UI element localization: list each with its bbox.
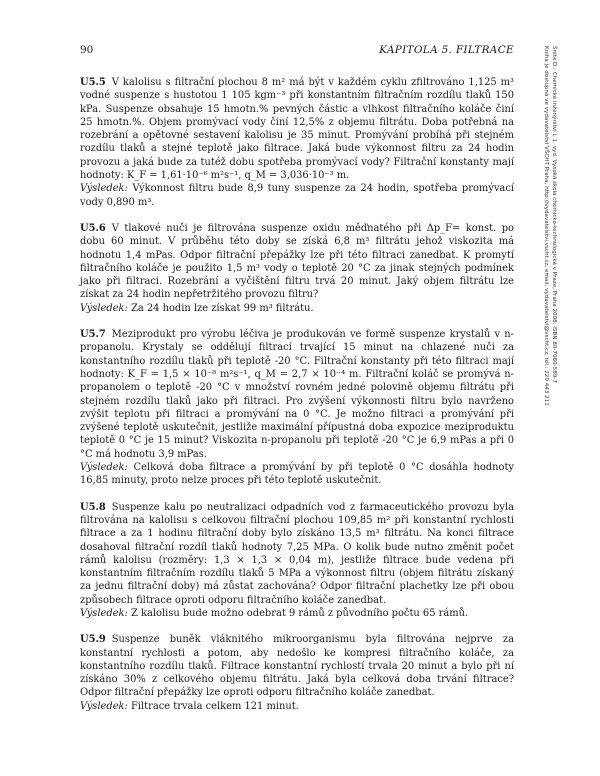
sidebar-citation xyxy=(528,46,558,486)
problem-id: U5.5 xyxy=(80,77,106,88)
problem-u5-6 xyxy=(80,222,514,315)
result-text: Za 24 hodin lze získat 99 m³ filtrátu. xyxy=(131,302,314,314)
result-text: Celková doba filtrace a promývání by při teplotě 0 °C dosáhla hodnoty 16,85 minuty, proto nelze proces při této teplotě uskutečnit. xyxy=(80,462,514,487)
problem-id: U5.9 xyxy=(80,634,106,646)
problem-u5-5 xyxy=(80,76,514,209)
problem-id: U5.8 xyxy=(80,501,106,513)
problem-u5-9 xyxy=(80,633,514,713)
result-text: Z kalolisu bude možno odebrat 9 rámů z původního počtu 65 rámů. xyxy=(131,607,469,619)
problem-text: Suspenze kalu po neutralizaci odpadních vod z farmaceutického provozu byla filtrována na kalolisu s celkovou filtrační plochou 109,85 m² při konstantní rychlosti filtrace a za 1 hodinu filtrační doby bylo získáno 13,5 m³ filtrátu. Na konci filtrace dosahoval filtrační rozdíl tlaků hodnoty 7,25 MPa. O kolik bude nutno změnit počet rámů kalolisu (rozměry: 1,3 × 1,3 × 0,04 m), jestliže filtrace bude vedena při konstantním filtračním rozdílu tlaků 5 MPa a výkonnost filtru (objem filtrátu získaný za jednu filtrační doby) má zůstat zachována? Odpor filtrační plachetky lze při obou způsobech filtrace oproti odporu filtračního koláče zanedbat. xyxy=(80,501,514,606)
result-label: Výsledek: xyxy=(80,462,128,474)
result-text: Filtrace trvala celkem 121 minut. xyxy=(131,700,299,712)
sidebar-line-2: Kniha je dostupná ve vydavatelství VŠCHT Praha, http://vydavatelstvi.vscht.cz, email: vydavatelstvi@vscht.cz, tel.: 220 443 211 xyxy=(543,46,549,406)
problem-u5-8 xyxy=(80,501,514,621)
problems-body xyxy=(80,76,514,713)
result-label: Výsledek: xyxy=(80,700,128,712)
problem-u5-7 xyxy=(80,328,514,488)
problem-id: U5.7 xyxy=(80,329,106,341)
problem-text: Suspenze buněk vláknitého mikroorganismu byla filtrována nejprve za konstantní rychlosti a potom, aby nedošlo ke kompresi filtračního koláče, za konstantního rozdílu tlaků. Filtrace konstantní rychlostí trvala 20 minut a bylo při ní získáno 30% z celkového objemu filtrátu. Jaká byla celková doba trvání filtrace? Odpor filtrační přepážky lze oproti odporu filtračního koláče zanedbat. xyxy=(80,634,514,699)
problem-id: U5.6 xyxy=(80,222,106,234)
result-label: Výsledek: xyxy=(80,183,128,195)
chapter-title: KAPITOLA 5. FILTRACE xyxy=(379,44,514,56)
result-label: Výsledek: xyxy=(80,607,128,619)
problem-text: Meziprodukt pro výrobu léčiva je produkován ve formě suspenze krystalů v n-propanolu. Krystaly se oddělují filtrací trvající 15 minut na chlazené nuči za konstantního rozdílu tlaků při teplotě -20 °C. Filtrační konstanty při této filtraci mají hodnoty: K_F = 1,5 × 10⁻⁸ m²s⁻¹, q_M = 2,7 × 10⁻⁴ m. Filtrační koláč se promývá n-propanolem o teplotě -20 °C v množství rovném jedné polovině objemu filtrátu při stejném rozdílu tlaků jako při filtraci. Pro zvýšení výkonnosti filtru bylo navrženo zvýšit teplotu při filtraci a promývání na 0 °C. Je možno filtraci a promývání při zvýšené teplotě uskutečnit, jestliže maximální přípustná doba expozice meziproduktu teplotě 0 °C je 15 minut? Viskozita n-propanolu při teplotě -20 °C je 6,9 mPas a při 0 °C má hodnotu 3,9 mPas. xyxy=(80,329,514,460)
running-header xyxy=(80,44,514,58)
problem-text: V kalolisu s filtrační plochou 8 m² má být v každém cyklu zfiltrováno 1,125 m³ vodné suspenze s hustotou 1 105 kgm⁻³ při konstantním filtračním rozdílu tlaků 150 kPa. Suspenze obsahuje 15 hmotn.% pevných částic a vlhkost filtračního koláče činí 25 hmotn.%. Objem promývací vody činí 12,5% z objemu filtrátu. Doba potřebná na rozebrání a opětovné sestavení kalolisu je 35 minut. Promývání probíhá při stejném rozdílu tlaků a stejné teplotě jako filtrace. Jaká bude výkonnost filtru za 24 hodin provozu a jaká bude za tutéž dobu spotřeba promývací vody? Filtrační konstanty mají hodnoty: K_F = 1,61·10⁻⁶ m²s⁻¹, q_M = 3,036·10⁻³ m. xyxy=(80,77,514,182)
result-text: Výkonnost filtru bude 8,9 tuny suspenze za 24 hodin, spotřeba promývací vody 0,890 m³. xyxy=(80,183,515,208)
page-number: 90 xyxy=(80,44,94,56)
result-label: Výsledek: xyxy=(80,302,128,314)
sidebar-line-1: Šnita D.: Chemické inženýrství I, 1. vyd. Vysoká škola chemicko-technologická v Praze, Praha 2008, ISBN 80-7080-589-7 xyxy=(551,46,557,383)
problem-text: V tlakové nuči je filtrována suspenze oxidu měďnatého při Δp_F= konst. po dobu 60 minut. V průběhu této doby se získá 6,8 m³ filtrátu jehož viskozita má hodnotu 1,4 mPas. Odpor filtrační přepážky lze při této filtraci zanedbat. K promytí filtračního koláče je použito 1,5 m³ vody o teplotě 20 °C za jinak stejných podmínek jako při filtraci. Rozebrání a vyčištění filtru trvá 20 minut. Jaký objem filtrátu lze získat za 24 hodin nepřetržitého provozu filtru? xyxy=(80,222,514,301)
